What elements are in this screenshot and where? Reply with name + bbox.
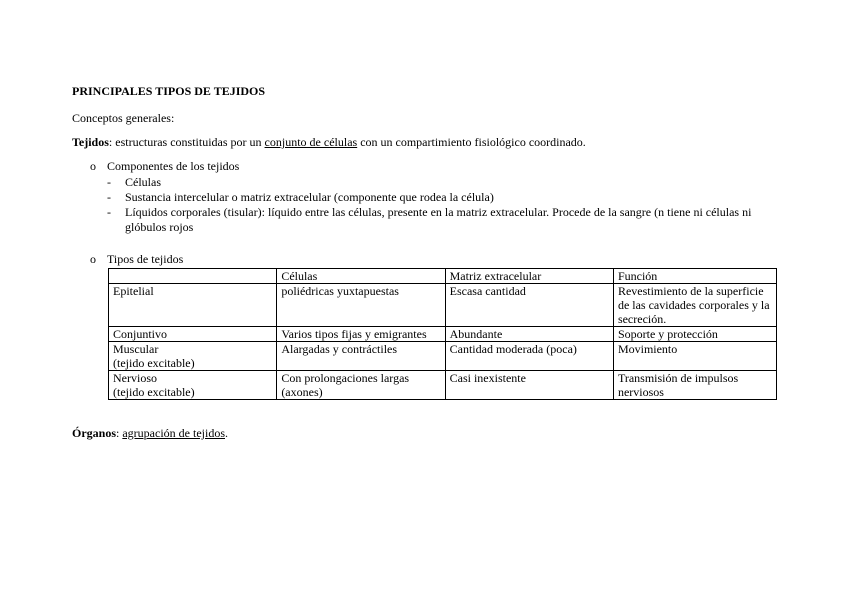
table-cell: Alargadas y contráctiles	[277, 342, 445, 371]
table-cell: Epitelial	[109, 284, 277, 327]
components-section	[72, 159, 792, 267]
dash-bullet-icon: -	[107, 190, 111, 204]
tejidos-definition	[72, 135, 792, 150]
table-row	[109, 371, 777, 400]
table-row	[109, 284, 777, 327]
table-cell: Conjuntivo	[109, 327, 277, 342]
circle-bullet-icon: o	[90, 252, 96, 266]
table-row	[109, 327, 777, 342]
table-header-cell	[109, 269, 277, 284]
components-heading: Componentes de los tejidos	[107, 159, 240, 173]
table-cell: poliédricas yuxtapuestas	[277, 284, 445, 327]
circle-bullet-icon: o	[90, 159, 96, 173]
table-cell: Nervioso (tejido excitable)	[109, 371, 277, 400]
tipos-heading: Tipos de tejidos	[107, 252, 184, 266]
components-list	[107, 175, 792, 235]
table-header-row	[109, 269, 777, 284]
table-cell: Escasa cantidad	[445, 284, 613, 327]
organos-end: .	[225, 426, 228, 440]
table-cell: Revestimiento de la superficie de las cavidades corporales y la secreción.	[613, 284, 776, 327]
components-item	[72, 159, 792, 235]
table-cell: Con prolongaciones largas (axones)	[277, 371, 445, 400]
table-cell: Abundante	[445, 327, 613, 342]
table-cell: Soporte y protección	[613, 327, 776, 342]
table-cell: Transmisión de impulsos nerviosos	[613, 371, 776, 400]
intro-text: Conceptos generales:	[72, 111, 175, 125]
list-item: - Líquidos corporales (tisular): líquido entre las células, presente en la matriz extracelular. Procede de la sangre (n tiene ni células ni glóbulos rojos	[107, 205, 752, 234]
tejidos-text-before: : estructuras constituidas por un	[108, 135, 265, 149]
tissue-types-table	[108, 268, 777, 400]
organos-term: Órganos	[72, 426, 117, 440]
dash-bullet-icon: -	[107, 205, 111, 219]
list-item: - Células	[107, 175, 161, 189]
table-cell: Varios tipos fijas y emigrantes	[277, 327, 445, 342]
table-cell: Casi inexistente	[445, 371, 613, 400]
table-cell: Muscular (tejido excitable)	[109, 342, 277, 371]
table-cell: Movimiento	[613, 342, 776, 371]
tipos-item	[72, 252, 792, 267]
table-cell: Cantidad moderada (poca)	[445, 342, 613, 371]
tejidos-text-after: con un compartimiento fisiológico coordinado.	[357, 135, 586, 149]
organos-definition	[72, 426, 792, 441]
document-title: PRINCIPALES TIPOS DE TEJIDOS	[72, 84, 266, 98]
table-header-cell: Función	[613, 269, 776, 284]
table-header-cell: Matriz extracelular	[445, 269, 613, 284]
document-page	[72, 84, 792, 450]
organos-sep: :	[116, 426, 123, 440]
table-row	[109, 342, 777, 371]
dash-bullet-icon: -	[107, 175, 111, 189]
table-header-cell: Células	[277, 269, 445, 284]
conjunto-celulas-link[interactable]: conjunto de células	[264, 135, 358, 149]
spacer	[72, 235, 792, 252]
tejidos-term: Tejidos	[72, 135, 109, 149]
agrupacion-tejidos-link[interactable]: agrupación de tejidos	[122, 426, 225, 440]
list-item: - Sustancia intercelular o matriz extracelular (componente que rodea la célula)	[107, 190, 494, 204]
